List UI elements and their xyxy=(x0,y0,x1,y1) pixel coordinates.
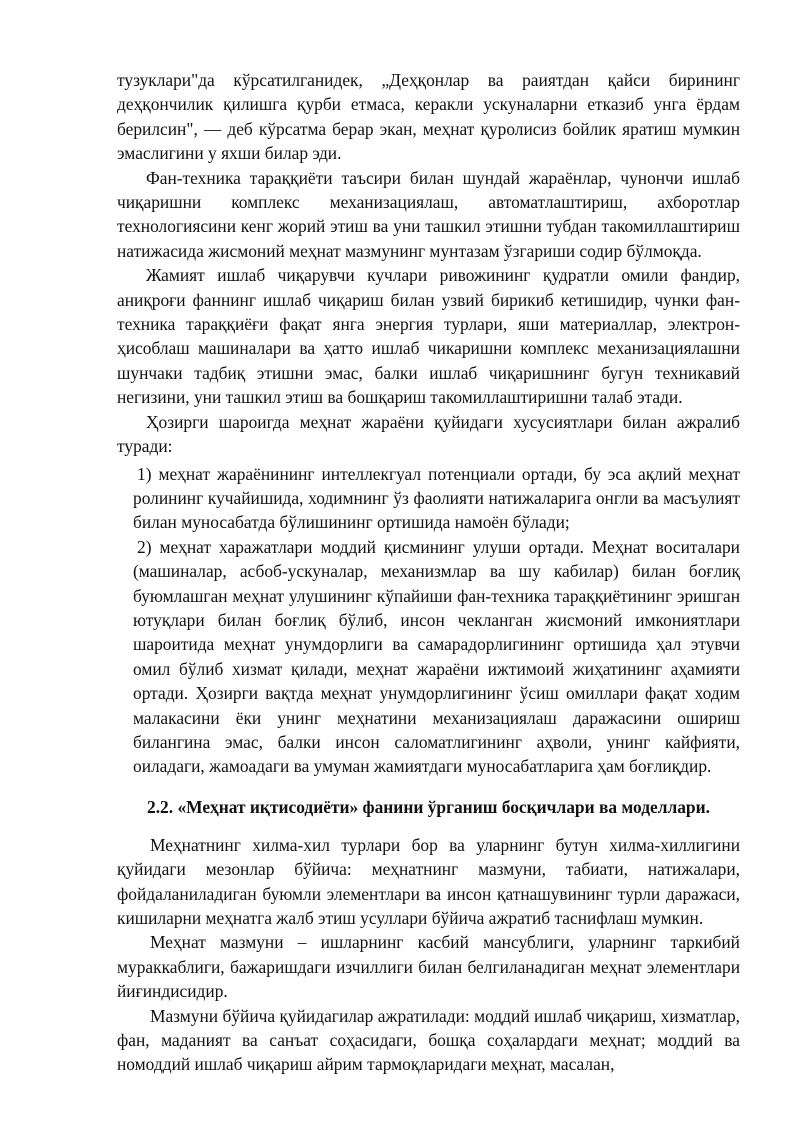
paragraph: тузуклари"да кўрсатилганидек, „Деҳқонлар ва раиятдан қайси бирининг деҳқончилик қилишга қурби етмаса, керакли ускуналарни етказиб унга ёрдам берилсин", — деб кўрсатма берар экан, меҳнат қуролисиз бойлик яратиш мумкин эмаслигини у яхши билар эди. xyxy=(117,70,740,164)
paragraph: Меҳнат мазмуни – ишларнинг касбий мансублиги, уларнинг таркибий мураккаблиги, бажаришдаги изчиллиги билан белгиланадиган меҳнат элементлари йиғиндисидир. xyxy=(117,932,740,1002)
section-heading: 2.2. «Меҳнат иқтисодиёти» фанини ўрганиш босқичлари ва моделлари. xyxy=(147,796,710,817)
paragraph: Ҳозирги шароигда меҳнат жараёни қуйидаги хусусиятлари билан ажралиб туради: xyxy=(117,411,740,457)
paragraph: Жамият ишлаб чиқарувчи кучлари ривожининг қудратли омили фандир, аниқроғи фаннинг ишлаб чиқариш билан узвий бирикиб кетишидир, чунки фан-техника тараққиёғи фақат янга энергия турлари, яши материаллар, электрон-ҳисоблаш машиналари ва ҳатто ишлаб чикаришни комплекс механизациялашни шунчаки тадбиқ этишни эмас, балки ишлаб чиқаришнинг бугун техникавий негизини, уни ташкил этиш ва бошқариш такомиллаштиришни талаб этади. xyxy=(117,265,740,408)
document-page xyxy=(117,68,740,1077)
paragraph: Меҳнатнинг хилма-хил турлари бор ва уларнинг бутун хилма-хиллигини қуйидаги мезонлар бўйича: меҳнатнинг мазмуни, табиати, натижалари, фойдаланиладиган буюмли элементлари ва инсон қатнашувининг турли даражаси, кишиларни меҳнатга жалб этиш усуллари бўйича ажратиб таснифлаш мумкин. xyxy=(117,834,740,928)
list-item: 1) меҳнат жараёнининг интеллекгуал потенциали ортади, бу эса ақлий меҳнат ролининг кучайишида, ходимнинг ўз фаолияти натижаларига онгли ва масъулият билан муносабатда бўлишининг ортишида намоён бўлади; xyxy=(133,463,740,533)
paragraph: Мазмуни бўйича қуйидагилар ажратилади: моддий ишлаб чиқариш, хизматлар, фан, маданият ва санъат соҳасидаги, бошқа соҳалардаги меҳнат; моддий ва номоддий ишлаб чиқариш айрим тармоқларидаги меҳнат, масалан, xyxy=(117,1005,740,1075)
paragraph: Фан-техника тараққиёти таъсири билан шундай жараёнлар, чунончи ишлаб чиқаришни комплекс механизациялаш, автоматлаштириш, ахборотлар технологиясини кенг жорий этиш ва уни ташкил этишни тубдан такомиллаштириш натижасида жисмоний меҳнат мазмунинг мунтазам ўзгариши содир бўлмоқда. xyxy=(117,167,740,261)
list-item: 2) меҳнат харажатлари моддий қисмининг улуши ортади. Меҳнат воситалари (машиналар, асбоб-ускуналар, механизмлар ва шу кабилар) билан боғлиқ буюмлашган меҳнат улушининг кўпайиши фан-техника тараққиётининг эришган ютуқлари билан боғлиқ бўлиб, инсон чекланган жисмоний имкониятлари шароитида меҳнат унумдорлиги ва самарадорлигининг ортишида ҳал этувчи омил бўлиб хизмат қилади, меҳнат жараёни ижтимоий жиҳатининг аҳамияти ортади. Ҳозирги вақтда меҳнат унумдорлигининг ўсиш омиллари фақат ходим малакасини ёки унинг меҳнатини механизациялаш даражасини ошириш билангина эмас, балки инсон саломатлигининг аҳволи, унинг кайфияти, оиладаги, жамоадаги ва умуман жамиятдаги муносабатларига ҳам боғлиқдир. xyxy=(133,536,740,777)
